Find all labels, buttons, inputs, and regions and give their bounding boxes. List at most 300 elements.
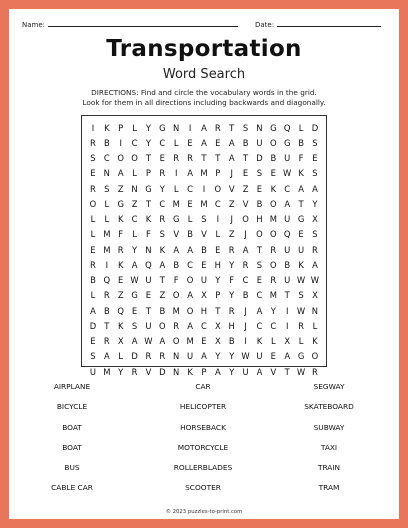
grid-letter[interactable]: G bbox=[297, 351, 305, 362]
grid-letter[interactable]: A bbox=[284, 351, 291, 362]
grid-letter[interactable]: O bbox=[172, 336, 180, 347]
grid-letter[interactable]: W bbox=[144, 336, 153, 347]
grid-letter[interactable]: L bbox=[90, 214, 96, 225]
grid-letter[interactable]: O bbox=[117, 153, 124, 164]
grid-letter[interactable]: R bbox=[187, 153, 193, 164]
page-title: Transportation bbox=[106, 36, 302, 62]
grid-letter[interactable]: Y bbox=[229, 290, 235, 301]
grid-letter[interactable]: T bbox=[145, 198, 151, 209]
grid-letter[interactable]: D bbox=[131, 351, 138, 362]
grid-letter[interactable]: K bbox=[298, 259, 304, 270]
grid-letter[interactable]: R bbox=[173, 153, 180, 164]
grid-letter[interactable]: S bbox=[90, 351, 96, 362]
grid-letter[interactable]: U bbox=[186, 351, 194, 362]
grid-letter[interactable]: F bbox=[146, 229, 151, 240]
grid-letter[interactable]: M bbox=[186, 336, 194, 347]
grid-letter[interactable]: C bbox=[187, 259, 193, 270]
grid-letter[interactable]: Z bbox=[242, 183, 249, 194]
grid-letter[interactable]: T bbox=[145, 153, 151, 164]
grid-letter[interactable]: L bbox=[132, 122, 137, 133]
grid-letter[interactable]: E bbox=[270, 351, 276, 362]
grid-letter[interactable]: E bbox=[256, 275, 263, 286]
grid-letter[interactable]: A bbox=[201, 122, 207, 133]
grid-letter[interactable]: T bbox=[215, 153, 221, 164]
grid-letter[interactable]: L bbox=[90, 290, 96, 301]
grid-letter[interactable]: E bbox=[118, 275, 124, 286]
grid-letter[interactable]: A bbox=[187, 320, 193, 331]
grid-letter[interactable]: K bbox=[298, 168, 304, 179]
grid-letter[interactable]: O bbox=[270, 198, 277, 209]
grid-letter[interactable]: T bbox=[298, 198, 304, 209]
grid-letter[interactable]: K bbox=[270, 183, 277, 194]
grid-letter[interactable]: X bbox=[214, 336, 221, 347]
grid-letter[interactable]: J bbox=[244, 320, 247, 331]
grid-letter[interactable]: T bbox=[284, 366, 290, 377]
grid-letter[interactable]: S bbox=[256, 168, 263, 179]
vocabulary-word: AIRPLANE bbox=[53, 382, 91, 391]
grid-letter[interactable]: V bbox=[201, 229, 207, 240]
grid-letter[interactable]: O bbox=[311, 351, 319, 362]
grid-letter[interactable]: O bbox=[186, 305, 194, 316]
grid-letter[interactable]: O bbox=[270, 259, 277, 270]
grid-letter[interactable]: N bbox=[173, 366, 180, 377]
grid-letter[interactable]: R bbox=[159, 168, 166, 179]
grid-letter[interactable]: U bbox=[256, 351, 263, 362]
grid-letter[interactable]: E bbox=[90, 168, 96, 179]
grid-letter[interactable]: S bbox=[312, 229, 318, 240]
grid-letter[interactable]: R bbox=[159, 214, 166, 225]
grid-letter[interactable]: L bbox=[215, 229, 221, 240]
grid-letter[interactable]: R bbox=[145, 351, 152, 362]
grid-letter[interactable]: U bbox=[284, 244, 291, 255]
grid-letter[interactable]: S bbox=[312, 137, 318, 148]
grid-letter[interactable]: R bbox=[228, 305, 235, 316]
grid-letter[interactable]: C bbox=[256, 290, 263, 301]
grid-letter[interactable]: Q bbox=[117, 305, 124, 316]
grid-letter[interactable]: Y bbox=[132, 244, 138, 255]
grid-letter[interactable]: B bbox=[90, 275, 96, 286]
grid-letter[interactable]: X bbox=[284, 336, 291, 347]
grid-letter[interactable]: A bbox=[201, 137, 207, 148]
grid-row bbox=[86, 196, 322, 211]
grid-letter[interactable]: L bbox=[104, 214, 110, 225]
header-fields bbox=[22, 19, 386, 33]
grid-letter[interactable]: R bbox=[103, 336, 110, 347]
grid-letter[interactable]: U bbox=[242, 366, 249, 377]
grid-letter[interactable]: H bbox=[214, 259, 221, 270]
grid-letter[interactable]: G bbox=[131, 290, 138, 301]
grid-letter[interactable]: F bbox=[298, 153, 304, 164]
grid-letter[interactable]: W bbox=[296, 275, 306, 286]
grid-letter[interactable]: X bbox=[312, 290, 318, 301]
grid-letter[interactable]: M bbox=[172, 198, 180, 209]
grid-letter[interactable]: E bbox=[242, 168, 249, 179]
grid-letter[interactable]: A bbox=[159, 336, 166, 347]
grid-letter[interactable]: A bbox=[256, 366, 263, 377]
grid-letter[interactable]: C bbox=[242, 275, 249, 286]
grid-letter[interactable]: E bbox=[215, 137, 221, 148]
name-field[interactable] bbox=[22, 19, 238, 29]
grid-letter[interactable]: F bbox=[173, 275, 179, 286]
grid-letter[interactable]: S bbox=[131, 320, 138, 331]
grid-letter[interactable]: R bbox=[312, 244, 318, 255]
grid-letter[interactable]: S bbox=[104, 183, 110, 194]
grid-letter[interactable]: E bbox=[90, 244, 96, 255]
date-line[interactable] bbox=[277, 19, 381, 27]
grid-letter[interactable]: A bbox=[214, 366, 221, 377]
grid-letter[interactable]: P bbox=[201, 366, 207, 377]
grid-letter[interactable]: Y bbox=[145, 137, 151, 148]
grid-letter[interactable]: I bbox=[174, 168, 178, 179]
grid-letter[interactable]: C bbox=[284, 183, 291, 194]
grid-letter[interactable]: C bbox=[187, 183, 193, 194]
grid-letter[interactable]: X bbox=[312, 214, 318, 225]
grid-letter[interactable]: E bbox=[90, 336, 96, 347]
grid-letter[interactable]: Z bbox=[228, 229, 235, 240]
grid-letter[interactable]: K bbox=[117, 214, 124, 225]
grid-letter[interactable]: R bbox=[242, 259, 249, 270]
word-list-row bbox=[9, 402, 399, 422]
grid-letter[interactable]: C bbox=[270, 320, 277, 331]
grid-letter[interactable]: H bbox=[228, 320, 235, 331]
grid-letter[interactable]: L bbox=[270, 336, 276, 347]
grid-letter[interactable]: S bbox=[312, 168, 318, 179]
grid-row bbox=[86, 166, 322, 181]
grid-letter[interactable]: L bbox=[298, 122, 304, 133]
grid-letter[interactable]: B bbox=[228, 336, 235, 347]
grid-letter[interactable]: G bbox=[283, 137, 291, 148]
grid-letter[interactable]: O bbox=[242, 214, 249, 225]
grid-letter[interactable]: D bbox=[311, 122, 319, 133]
grid-letter[interactable]: S bbox=[242, 122, 249, 133]
grid-letter[interactable]: A bbox=[228, 137, 235, 148]
grid-letter[interactable]: B bbox=[270, 153, 277, 164]
grid-letter[interactable]: L bbox=[132, 168, 137, 179]
grid-letter[interactable]: N bbox=[131, 183, 138, 194]
grid-letter[interactable]: U bbox=[284, 214, 291, 225]
grid-letter[interactable]: E bbox=[131, 305, 138, 316]
grid-letter[interactable]: G bbox=[172, 214, 180, 225]
grid-letter[interactable]: S bbox=[256, 259, 263, 270]
grid-letter[interactable]: O bbox=[159, 320, 166, 331]
grid-letter[interactable]: P bbox=[215, 290, 221, 301]
grid-letter[interactable]: K bbox=[312, 336, 318, 347]
grid-letter[interactable]: U bbox=[145, 320, 152, 331]
grid-letter[interactable]: O bbox=[270, 137, 277, 148]
grid-letter[interactable]: Y bbox=[215, 275, 221, 286]
grid-letter[interactable]: B bbox=[159, 305, 166, 316]
grid-letter[interactable]: R bbox=[103, 290, 110, 301]
grid-letter[interactable]: K bbox=[159, 244, 166, 255]
grid-letter[interactable]: R bbox=[298, 320, 304, 331]
grid-letter[interactable]: M bbox=[103, 366, 111, 377]
grid-letter[interactable]: Q bbox=[145, 259, 152, 270]
grid-letter[interactable]: P bbox=[145, 168, 151, 179]
grid-letter[interactable]: Y bbox=[229, 351, 235, 362]
grid-letter[interactable]: I bbox=[285, 320, 289, 331]
grid-letter[interactable]: I bbox=[119, 137, 122, 148]
grid-letter[interactable]: C bbox=[159, 198, 166, 209]
grid-letter[interactable]: A bbox=[228, 153, 235, 164]
grid-letter[interactable]: N bbox=[173, 351, 180, 362]
grid-letter[interactable]: I bbox=[244, 336, 247, 347]
grid-letter[interactable]: R bbox=[117, 244, 124, 255]
grid-letter[interactable]: E bbox=[312, 153, 318, 164]
grid-letter[interactable]: U bbox=[145, 275, 152, 286]
grid-letter[interactable]: R bbox=[228, 244, 235, 255]
grid-letter[interactable]: R bbox=[90, 259, 96, 270]
grid-letter[interactable]: K bbox=[117, 320, 124, 331]
grid-letter[interactable]: U bbox=[297, 244, 305, 255]
grid-letter[interactable]: T bbox=[201, 153, 207, 164]
grid-letter[interactable]: B bbox=[201, 244, 207, 255]
grid-letter[interactable]: U bbox=[284, 275, 291, 286]
grid-letter[interactable]: L bbox=[90, 229, 96, 240]
grid-letter[interactable]: M bbox=[103, 229, 111, 240]
grid-letter[interactable]: W bbox=[130, 275, 139, 286]
grid-letter[interactable]: A bbox=[131, 259, 138, 270]
grid-letter[interactable]: E bbox=[270, 168, 276, 179]
grid-letter[interactable]: X bbox=[201, 290, 207, 301]
grid-letter[interactable]: A bbox=[131, 336, 138, 347]
grid-letter[interactable]: C bbox=[131, 137, 138, 148]
grid-letter[interactable]: A bbox=[298, 183, 304, 194]
grid-letter[interactable]: R bbox=[90, 183, 96, 194]
grid-letter[interactable]: E bbox=[298, 229, 304, 240]
grid-letter[interactable]: T bbox=[284, 290, 290, 301]
grid-letter[interactable]: I bbox=[105, 259, 109, 270]
grid-letter[interactable]: J bbox=[244, 229, 247, 240]
grid-letter[interactable]: M bbox=[200, 198, 208, 209]
grid-letter[interactable]: N bbox=[103, 168, 110, 179]
grid-letter[interactable]: R bbox=[159, 351, 166, 362]
date-field[interactable] bbox=[255, 19, 381, 29]
grid-letter[interactable]: C bbox=[201, 320, 207, 331]
grid-letter[interactable]: C bbox=[159, 137, 166, 148]
grid-letter[interactable]: M bbox=[103, 244, 111, 255]
grid-letter[interactable]: J bbox=[244, 305, 247, 316]
grid-letter[interactable]: U bbox=[200, 275, 207, 286]
grid-letter[interactable]: L bbox=[173, 183, 179, 194]
grid-letter[interactable]: N bbox=[173, 122, 180, 133]
grid-letter[interactable]: G bbox=[270, 122, 277, 133]
grid-letter[interactable]: T bbox=[215, 305, 221, 316]
grid-letter[interactable]: Q bbox=[283, 122, 291, 133]
grid-letter[interactable]: U bbox=[284, 153, 291, 164]
grid-letter[interactable]: V bbox=[145, 366, 152, 377]
grid-letter[interactable]: O bbox=[256, 229, 263, 240]
grid-letter[interactable]: T bbox=[104, 320, 110, 331]
grid-letter[interactable]: W bbox=[296, 305, 306, 316]
grid-letter[interactable]: E bbox=[187, 137, 193, 148]
grid-letter[interactable]: T bbox=[159, 275, 165, 286]
grid-letter[interactable]: N bbox=[311, 305, 319, 316]
grid-letter[interactable]: B bbox=[103, 137, 110, 148]
grid-letter[interactable]: R bbox=[173, 320, 180, 331]
grid-letter[interactable]: I bbox=[216, 214, 220, 225]
grid-letter[interactable]: L bbox=[173, 137, 179, 148]
grid-letter[interactable]: S bbox=[201, 214, 207, 225]
grid-letter[interactable]: A bbox=[256, 305, 263, 316]
grid-letter[interactable]: S bbox=[298, 290, 304, 301]
grid-letter[interactable]: R bbox=[131, 366, 138, 377]
grid-letter[interactable]: X bbox=[214, 320, 221, 331]
grid-letter[interactable]: G bbox=[145, 183, 152, 194]
grid-letter[interactable]: Q bbox=[103, 275, 111, 286]
grid-letter[interactable]: A bbox=[201, 351, 207, 362]
grid-letter[interactable]: W bbox=[310, 275, 320, 286]
grid-letter[interactable]: Z bbox=[131, 198, 138, 209]
grid-letter[interactable]: Z bbox=[117, 183, 124, 194]
grid-letter[interactable]: O bbox=[89, 198, 97, 209]
grid-letter[interactable]: S bbox=[90, 153, 96, 164]
grid-letter[interactable]: D bbox=[256, 153, 263, 164]
grid-letter[interactable]: D bbox=[89, 320, 97, 331]
grid-letter[interactable]: O bbox=[172, 290, 180, 301]
grid-letter[interactable]: A bbox=[312, 259, 318, 270]
grid-letter[interactable]: R bbox=[270, 244, 277, 255]
grid-letter[interactable]: F bbox=[229, 275, 235, 286]
grid-letter[interactable]: A bbox=[173, 244, 180, 255]
grid-letter[interactable]: K bbox=[256, 336, 263, 347]
grid-letter[interactable]: L bbox=[104, 198, 110, 209]
grid-letter[interactable]: B bbox=[256, 198, 263, 209]
grid-letter[interactable]: C bbox=[131, 214, 138, 225]
grid-letter[interactable]: L bbox=[132, 229, 137, 240]
grid-letter[interactable]: Y bbox=[229, 366, 235, 377]
grid-letter[interactable]: K bbox=[145, 214, 152, 225]
grid-letter[interactable]: A bbox=[242, 244, 249, 255]
grid-letter[interactable]: O bbox=[131, 153, 138, 164]
grid-letter[interactable]: A bbox=[187, 244, 193, 255]
grid-letter[interactable]: T bbox=[243, 153, 249, 164]
grid-letter[interactable]: B bbox=[298, 137, 304, 148]
grid-letter[interactable]: E bbox=[187, 198, 193, 209]
grid-letter[interactable]: C bbox=[103, 153, 110, 164]
grid-letter[interactable]: A bbox=[312, 183, 318, 194]
grid-letter[interactable]: Y bbox=[215, 351, 221, 362]
grid-letter[interactable]: E bbox=[159, 153, 165, 164]
grid-letter[interactable]: P bbox=[118, 122, 124, 133]
grid-letter[interactable]: T bbox=[145, 305, 151, 316]
grid-letter[interactable]: K bbox=[104, 122, 110, 133]
grid-letter[interactable]: Y bbox=[145, 122, 151, 133]
grid-letter[interactable]: B bbox=[242, 290, 249, 301]
grid-letter[interactable]: I bbox=[91, 122, 95, 133]
grid-letter[interactable]: L bbox=[187, 214, 193, 225]
grid-letter[interactable]: U bbox=[256, 137, 263, 148]
grid-letter[interactable]: P bbox=[215, 168, 221, 179]
grid-letter[interactable]: Y bbox=[118, 366, 124, 377]
grid-letter[interactable]: Y bbox=[270, 305, 276, 316]
grid-letter[interactable]: B bbox=[103, 305, 110, 316]
grid-letter[interactable]: A bbox=[117, 168, 124, 179]
grid-letter[interactable]: H bbox=[256, 214, 263, 225]
grid-letter[interactable]: A bbox=[187, 168, 193, 179]
grid-letter[interactable]: Y bbox=[229, 259, 235, 270]
grid-letter[interactable]: L bbox=[298, 336, 304, 347]
grid-letter[interactable]: Q bbox=[283, 229, 291, 240]
grid-letter[interactable]: C bbox=[256, 320, 263, 331]
name-line[interactable] bbox=[48, 19, 238, 27]
grid-letter[interactable]: J bbox=[230, 214, 233, 225]
grid-letter[interactable]: A bbox=[159, 259, 166, 270]
grid-letter[interactable]: A bbox=[103, 351, 110, 362]
grid-letter[interactable]: Z bbox=[228, 198, 235, 209]
grid-letter[interactable]: E bbox=[201, 259, 207, 270]
grid-letter[interactable]: E bbox=[256, 183, 263, 194]
grid-letter[interactable]: I bbox=[285, 305, 289, 316]
grid-letter[interactable]: Z bbox=[117, 290, 124, 301]
grid-letter[interactable]: J bbox=[230, 168, 233, 179]
grid-letter[interactable]: N bbox=[145, 244, 152, 255]
grid-letter[interactable]: O bbox=[270, 229, 277, 240]
grid-letter[interactable]: R bbox=[312, 366, 318, 377]
grid-letter[interactable]: Z bbox=[159, 290, 166, 301]
grid-letter[interactable]: M bbox=[269, 290, 277, 301]
grid-letter[interactable]: W bbox=[283, 168, 292, 179]
grid-letter[interactable]: Y bbox=[159, 183, 165, 194]
grid-letter[interactable]: T bbox=[229, 122, 235, 133]
grid-letter[interactable]: E bbox=[145, 290, 152, 301]
grid-letter[interactable]: V bbox=[242, 198, 249, 209]
grid-letter[interactable]: E bbox=[201, 336, 207, 347]
grid-letter[interactable]: A bbox=[284, 198, 291, 209]
grid-letter[interactable]: B bbox=[284, 259, 291, 270]
grid-letter[interactable]: I bbox=[188, 122, 192, 133]
grid-letter[interactable]: W bbox=[296, 366, 306, 377]
grid-letter[interactable]: O bbox=[214, 183, 222, 194]
grid-letter[interactable]: U bbox=[89, 366, 96, 377]
grid-letter[interactable]: R bbox=[270, 275, 277, 286]
grid-letter[interactable]: M bbox=[200, 168, 208, 179]
grid-letter[interactable]: M bbox=[172, 305, 180, 316]
grid-letter[interactable]: C bbox=[214, 198, 221, 209]
grid-letter[interactable]: G bbox=[297, 214, 305, 225]
grid-letter[interactable]: K bbox=[187, 366, 193, 377]
grid-letter[interactable]: X bbox=[117, 336, 124, 347]
grid-letter[interactable]: D bbox=[159, 366, 166, 377]
grid-letter[interactable]: O bbox=[186, 275, 194, 286]
word-list-row bbox=[9, 443, 399, 463]
grid-letter[interactable]: A bbox=[187, 290, 193, 301]
grid-letter[interactable]: G bbox=[117, 198, 124, 209]
grid-letter[interactable]: R bbox=[90, 137, 96, 148]
grid-letter[interactable]: V bbox=[228, 183, 235, 194]
grid-letter[interactable]: B bbox=[173, 259, 180, 270]
grid-letter[interactable]: T bbox=[256, 244, 262, 255]
grid-letter[interactable]: L bbox=[312, 320, 318, 331]
grid-letter[interactable]: Y bbox=[312, 198, 318, 209]
grid-letter[interactable]: N bbox=[256, 122, 263, 133]
grid-letter[interactable]: A bbox=[90, 305, 96, 316]
grid-letter[interactable]: B bbox=[187, 229, 193, 240]
grid-letter[interactable]: G bbox=[159, 122, 166, 133]
grid-letter[interactable]: H bbox=[200, 305, 208, 316]
grid-letter[interactable]: F bbox=[118, 229, 124, 240]
grid-letter[interactable]: E bbox=[215, 244, 221, 255]
grid-letter[interactable]: R bbox=[214, 122, 221, 133]
grid-letter[interactable]: V bbox=[173, 229, 180, 240]
grid-letter[interactable]: S bbox=[159, 229, 165, 240]
grid-letter[interactable]: I bbox=[202, 183, 206, 194]
grid-letter[interactable]: W bbox=[241, 351, 250, 362]
grid-letter[interactable]: V bbox=[270, 366, 277, 377]
grid-letter[interactable]: B bbox=[242, 137, 249, 148]
grid-letter[interactable]: K bbox=[117, 259, 124, 270]
grid-letter[interactable]: L bbox=[118, 351, 124, 362]
grid-letter[interactable]: M bbox=[269, 214, 277, 225]
